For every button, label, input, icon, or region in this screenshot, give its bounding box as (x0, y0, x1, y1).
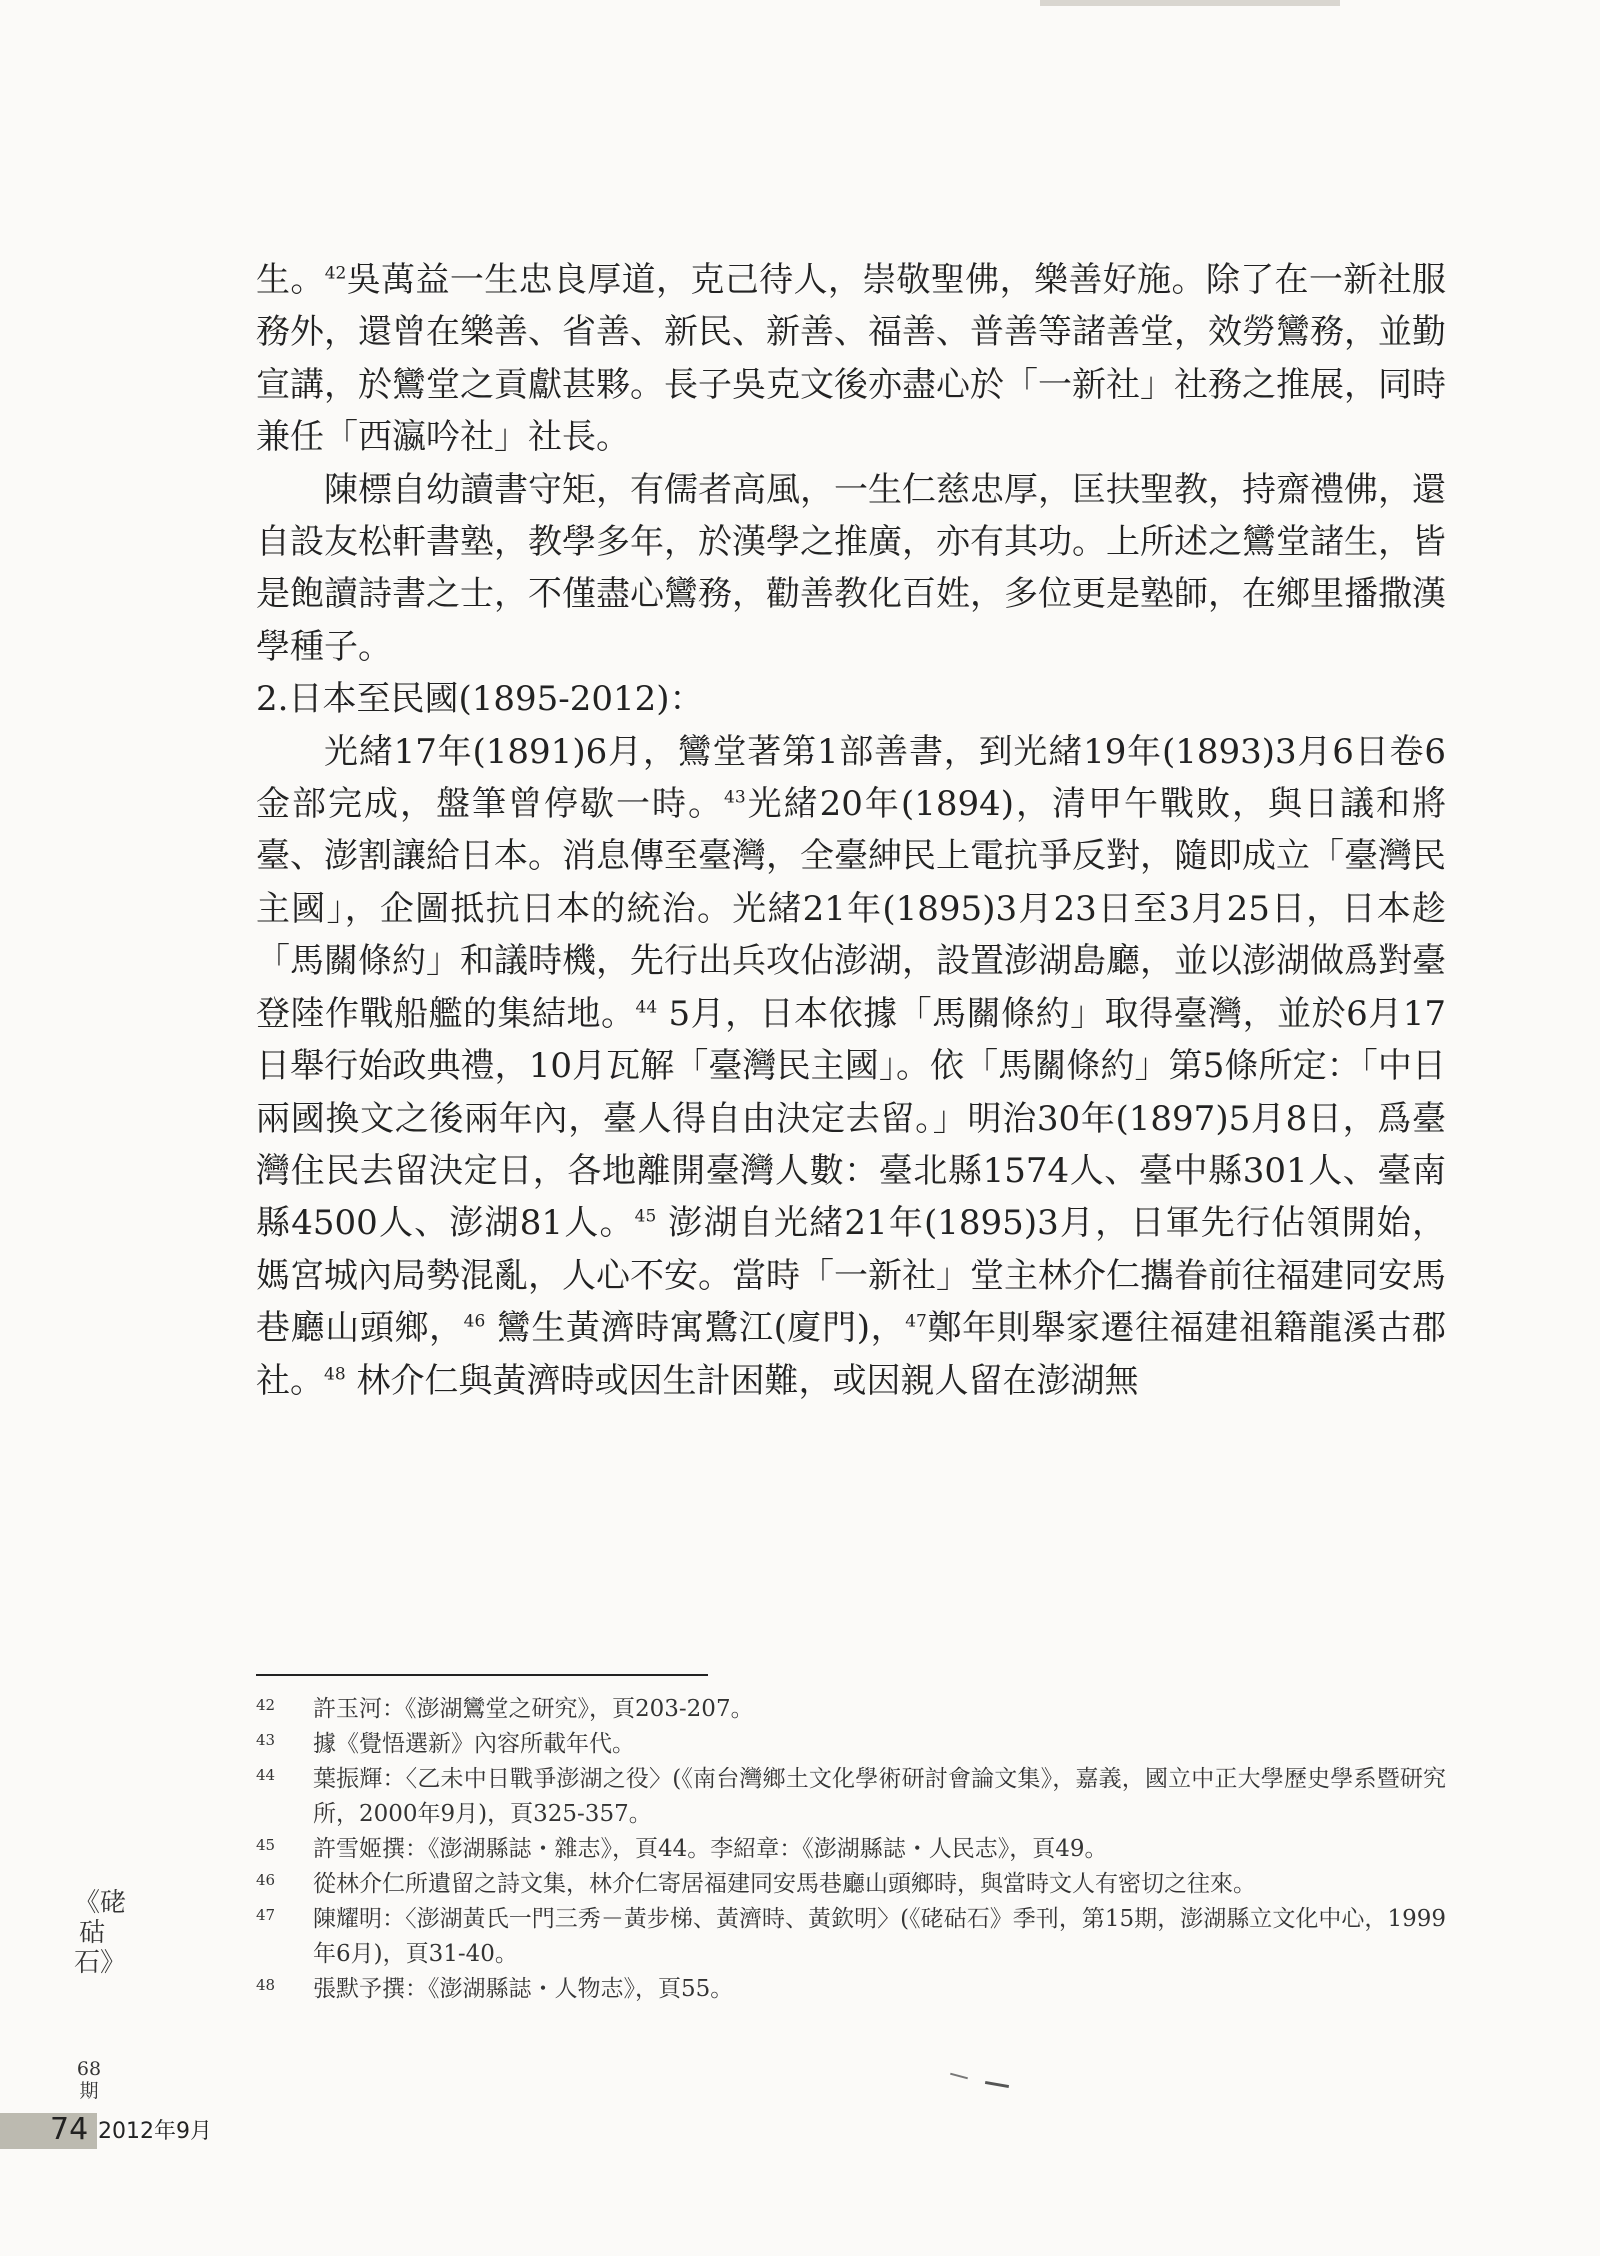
footnote-ref-45[interactable]: 45 (634, 1206, 657, 1227)
paragraph-3: 光緒17年(1891)6月，鸞堂著第1部善書，到光緒19年(1893)3月6日卷6金部完成，盤筆曾停歇一時。$^{43}$光緒20年(1894)，清甲午戰敗，與日議和將臺、澎割讓給日本。消息傳至臺灣，全臺紳民上電抗爭反對，隨即成立「臺灣民主國」，企圖抵抗日本的統治。光緒21年(1895)3月23日至3月25日，日本趁「馬關條約」和議時機，先行出兵攻佔澎湖，設置澎湖島廳，並以澎湖做爲對臺登陸作戰船艦的集結地。$^{44}$ 5月，日本依據「馬關條約」取得臺灣，並於6月17日舉行始政典禮，10月瓦解「臺灣民主國」。依「馬關條約」第5條所定：「中日兩國換文之後兩年內，臺人得自由決定去留。」明治30年(1897)5月8日，爲臺灣住民去留決定日，各地離開臺灣人數：臺北縣1574人、臺中縣301人、臺南縣4500人、澎湖81人。$^{45}$ 澎湖自光緒21年(1895)3月，日軍先行佔領開始，媽宮城內局勢混亂，人心不安。當時「一新社」堂主林介仁攜眷前往福建同安馬巷廳山頭鄉，$^{46}$ 鸞生黃濟時寓鷺江(廈門)，$^{47}$鄭年則舉家遷往福建祖籍龍溪古郡社。$^{48}$ 林介仁與黃濟時或因生計困難，或因親人留在澎湖無 (256, 731, 1447, 1401)
footnote-ref-43[interactable]: 43 (724, 787, 746, 808)
issue-number: 68期 (76, 2058, 102, 2102)
footnote-ref-44[interactable]: 44 (635, 997, 658, 1018)
footnote-item (256, 1832, 1446, 1867)
footnote-number: 47 (256, 1906, 276, 1924)
paragraph-2: 陳標自幼讀書守矩，有儒者高風，一生仁慈忠厚，匡扶聖教，持齋禮佛，還自設友松軒書塾，教學多年，於漢學之推廣，亦有其功。上所述之鸞堂諸生，皆是飽讀詩書之士，不僅盡心鸞務，勸善教化百姓，多位更是塾師，在鄉里播撒漢學種子。 (256, 469, 1446, 667)
footnote-text: 張默予撰：《澎湖縣誌・人物志》，頁55。 (313, 1976, 734, 2002)
footnote-item (256, 1692, 1446, 1727)
footnote-item (256, 1972, 1446, 2007)
footnote-number: 45 (256, 1836, 276, 1854)
footnote-number: 46 (256, 1871, 276, 1889)
footnote-text: 據《覺悟選新》內容所載年代。 (313, 1731, 635, 1757)
issue-date: 2012年9月 (98, 2119, 212, 2144)
page-number: 74 (50, 2112, 89, 2147)
footnote-item (256, 1867, 1446, 1902)
footnote-number: 43 (256, 1731, 276, 1749)
footnote-number: 48 (256, 1976, 276, 1994)
paragraph-1: 生。$^{42}$吳萬益一生忠良厚道，克己待人，崇敬聖佛，樂善好施。除了在一新社服務外，還曾在樂善、省善、新民、新善、福善、普善等諸善堂，效勞鸞務，並勤宣講，於鸞堂之貢獻甚夥。長子吳克文後亦盡心於「一新社」社務之推展，同時兼任「西瀛吟社」社長。 (256, 260, 1447, 458)
footnote-ref-42[interactable]: 42 (324, 263, 347, 284)
footnote-text: 陳耀明：〈澎湖黃氏一門三秀－黃步梯、黃濟時、黃欽明〉(《硓𥑮石》季刊，第15期，澎湖縣立文化中心，1999年6月)，頁31-40。 (313, 1906, 1446, 1967)
scan-mark (950, 2073, 968, 2080)
footnote-item (256, 1727, 1446, 1762)
footnote-number: 42 (256, 1696, 276, 1714)
footnote-number: 44 (256, 1766, 276, 1784)
footnote-ref-46[interactable]: 46 (463, 1311, 486, 1332)
footnote-item (256, 1762, 1446, 1832)
section-heading: 2.日本至民國(1895-2012)： (256, 679, 704, 720)
scan-mark (985, 2081, 1009, 2088)
footnote-text: 葉振輝：〈乙未中日戰爭澎湖之役〉(《南台灣鄉土文化學術研討會論文集》，嘉義，國立中正大學歷史學系暨研究所，2000年9月)，頁325-357。 (313, 1766, 1446, 1827)
main-text (256, 254, 1446, 1407)
footnote-divider (256, 1674, 708, 1676)
footnote-ref-48[interactable]: 48 (324, 1364, 346, 1385)
footnote-item (256, 1902, 1446, 1972)
footnote-text: 許雪姬撰：《澎湖縣誌・雜志》，頁44。李紹章：《澎湖縣誌・人民志》，頁49。 (313, 1836, 1108, 1862)
footnotes (256, 1692, 1446, 2007)
footnote-ref-47[interactable]: 47 (905, 1311, 927, 1332)
footnote-text: 從林介仁所遺留之詩文集，林介仁寄居福建同安馬巷廳山頭鄉時，與當時文人有密切之往來。 (313, 1871, 1256, 1897)
journal-title: 《硓𥑮石》 (74, 1888, 127, 1978)
footnote-text: 許玉河：《澎湖鸞堂之研究》，頁203-207。 (313, 1696, 754, 1722)
top-edge-mark (1040, 0, 1340, 6)
